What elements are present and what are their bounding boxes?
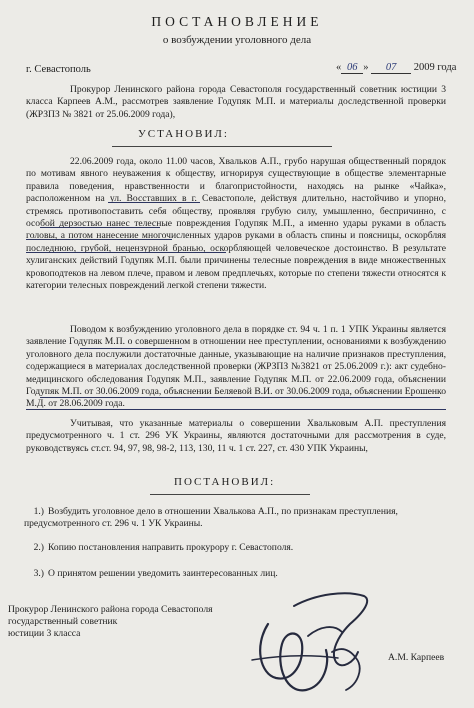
place-of-issue: г. Севастополь bbox=[26, 64, 91, 75]
consideration-paragraph bbox=[26, 418, 446, 455]
pen-underline bbox=[26, 409, 446, 410]
item-number: 1.) bbox=[33, 506, 44, 517]
signatory-line: Прокурор Ленинского района города Севастополя bbox=[8, 604, 213, 615]
heading-rule bbox=[112, 146, 332, 147]
heading-rule bbox=[150, 494, 310, 495]
pen-underline bbox=[26, 239, 172, 240]
signatory-line: государственный советник bbox=[8, 616, 118, 627]
decision-item-1 bbox=[24, 506, 444, 531]
item-number: 3.) bbox=[33, 568, 44, 579]
consideration-text: Учитывая, что указанные материалы о совершении Хвальковым А.П. преступления предусмотренного ч. 1 ст. 296 УК Украины, являются достаточными для рассмотрения в суде, руководствуясь ст.ст. 94, 97, 98, 98-2, 113, 130, 11 ч. 1 ст. 227, ст. 430 УПК Украины, bbox=[26, 418, 446, 454]
pen-underline bbox=[108, 202, 200, 203]
signatory-line: юстиции 3 класса bbox=[8, 628, 81, 639]
signatory-name: А.М. Карпеев bbox=[388, 652, 445, 663]
handwritten-signature bbox=[246, 566, 376, 706]
established-heading: УСТАНОВИЛ: bbox=[138, 128, 229, 140]
intro-paragraph bbox=[26, 84, 446, 121]
pen-underline bbox=[40, 227, 160, 228]
item-number: 2.) bbox=[33, 542, 44, 553]
date-month: 07 bbox=[371, 62, 411, 74]
decision-item-2 bbox=[24, 542, 444, 554]
item-text: Возбудить уголовное дело в отношении Хвалькова А.П., по признакам преступления, предусмотренного ст. 296 ч. 1 УК Украины. bbox=[24, 506, 398, 530]
document-title: ПОСТАНОВЛЕНИЕ bbox=[151, 14, 323, 29]
decision-item-3 bbox=[24, 568, 444, 580]
item-text: Копию постановления направить прокурору г. Севастополя. bbox=[48, 542, 294, 553]
established-text: 22.06.2009 года, около 11.00 часов, Хвальков А.П., грубо нарушая общественный порядок по мотивам явного неуважения к обществу, игнорируя существующие в обществе элементарные правила поведения, нравственности и благопристойности, находясь на рынке «Чайка», расположенном на ул. Восставших в г. Севастополе, действуя длительно, настойчиво и упорно, стремясь противопоставить себя обществу, проявляя грубую силу, умышленно, беспричинно, с особой дерзостью нанес телесные повреждения Годупяк М.П., а именно удары руками в область головы, а потом нанесение многочисленных ударов руками в область спины и поясницы, оскорбляя последнюю, грубой, нецензурной бранью, оскорбляющей человеческое достоинство. В результате хулиганских действий Годупяк М.П. были причинены телесные повреждения в виде множественных кровоподтеков на левом плече, правом и левом предплечьях, которые по степени тяжести относятся к категории телесных повреждений легкой степени тяжести. bbox=[26, 156, 446, 292]
intro-text: Прокурор Ленинского района города Севастополя государственный советник юстиции 3 класса Карпеев А.М., рассмотрев заявление Годупяк М.П. и материалы доследственной проверки (ЖРЗПЗ № 3821 от 25.06.2009 года), bbox=[26, 84, 446, 120]
pen-underline bbox=[26, 252, 226, 253]
decree-heading: ПОСТАНОВИЛ: bbox=[174, 476, 276, 488]
date-day: 06 bbox=[341, 62, 363, 74]
document-subtitle: о возбуждении уголовного дела bbox=[162, 34, 312, 46]
signatory-position bbox=[8, 604, 248, 640]
date-close-quote: » bbox=[363, 62, 369, 73]
pen-underline bbox=[40, 397, 440, 398]
pen-underline bbox=[80, 348, 182, 349]
item-text: О принятом решении уведомить заинтересованных лиц. bbox=[48, 568, 278, 579]
reason-text: Поводом к возбуждению уголовного дела в порядке ст. 94 ч. 1 п. 1 УПК Украины является заявление Годупяк М.П. о совершенном в отношении нее преступлении, основаниями к возбуждению уголовного дела послужили достаточные данные, указывающие на наличие признаков преступления, содержащиеся в материалах доследственной проверки (ЖРЗПЗ №3821 от 25.06.2009 г.): акт судебно-медицинского обследования Годупяк М.П., заявление Годупяк М.П. от 22.06.2009 года, объяснении Годупяк М.П. от 30.06.2009 года, объяснении Беляевой В.И. от 30.06.2009 года, объяснении Ерошенко М.Д. от 28.06.2009 года. bbox=[26, 324, 446, 410]
issue-date bbox=[336, 62, 456, 74]
date-year: 2009 года bbox=[413, 62, 457, 73]
established-paragraph bbox=[26, 156, 446, 292]
date-open-quote: « bbox=[336, 62, 342, 73]
